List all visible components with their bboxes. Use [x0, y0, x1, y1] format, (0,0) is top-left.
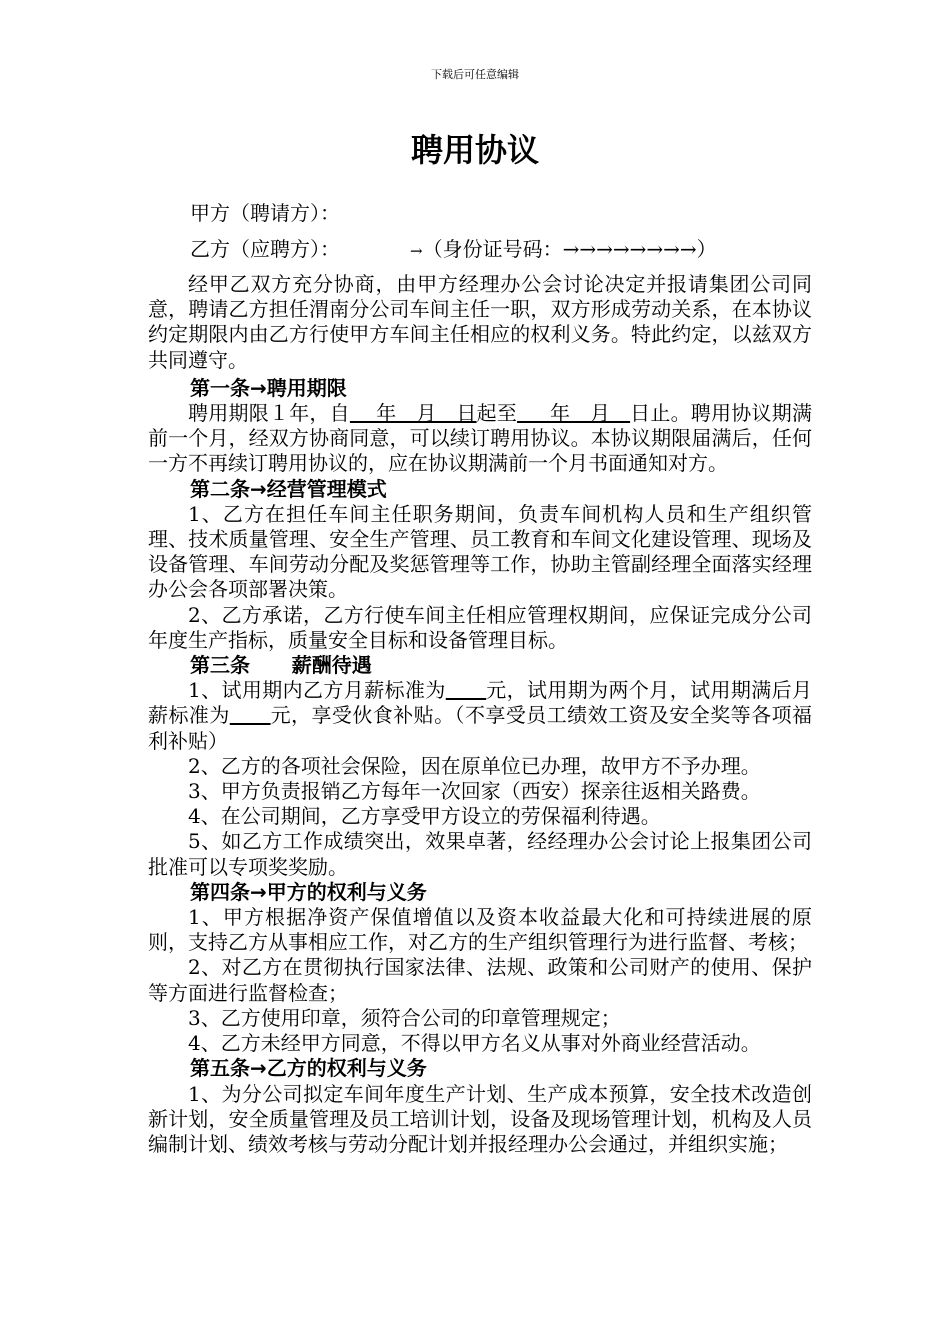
document-body — [148, 272, 812, 1157]
article-2-clause-1: 1、乙方在担任车间主任职务期间，负责车间机构人员和生产组织管理、技术质量管理、安全生产管理、员工教育和车间文化建设管理、现场及设备管理、车间劳动分配及奖惩管理等工作，协助主管副经理全面落实经理办公会各项部署决策。 — [148, 501, 812, 602]
salary-mid: 元，试用期为两个月，试用期满后月薪标准为 — [148, 678, 813, 728]
article-4-clause-1: 1、甲方根据净资产保值增值以及资本收益最大化和可持续进展的原则，支持乙方从事相应工作，对乙方的生产组织管理行为进行监督、考核； — [148, 905, 812, 955]
tab-arrow-icon: → — [410, 242, 423, 260]
party-a-line: 甲方（聘请方）： — [190, 201, 340, 225]
term-prefix: 聘用期限１年，自 — [188, 401, 350, 426]
page-header-note: 下载后可任意编辑 — [431, 68, 519, 81]
salary-prefix: 1、试用期内乙方月薪标准为 — [188, 678, 446, 703]
intro-paragraph: 经甲乙双方充分协商，由甲方经理办公会讨论决定并报请集团公司同意，聘请乙方担任渭南分公司车间主任一职，双方形成劳动关系，在本协议约定期限内由乙方行使甲方车间主任相应的权利义务。特此约定，以兹双方共同遵守。 — [148, 272, 812, 372]
article-1-paragraph — [148, 401, 812, 477]
trial-salary-blank — [446, 678, 486, 702]
party-b-id-field: （身份证号码：→→→→→→→→） — [422, 237, 717, 261]
term-rest: 日止。聘用协议期满前一个月，经双方协商同意，可以续订聘用协议。本协议期限届满后，任何一方不再续订聘用协议的，应在协议期满前一个月书面通知对方。 — [148, 401, 812, 476]
term-mid: 起至 — [476, 401, 518, 426]
article-4-clause-3: 3、乙方使用印章，须符合公司的印章管理规定； — [188, 1005, 621, 1030]
article-4-clause-2: 2、对乙方在贯彻执行国家法律、法规、政策和公司财产的使用、保护等方面进行监督检查； — [148, 955, 812, 1005]
article-1-heading: 第一条→聘用期限 — [190, 375, 347, 400]
article-2-heading: 第二条→经营管理模式 — [190, 476, 387, 501]
article-3-heading: 第三条 薪酬待遇 — [190, 653, 372, 678]
article-3-clause-4: 4、在公司期间，乙方享受甲方设立的劳保福利待遇。 — [188, 804, 661, 829]
salary-rest: 元，享受伙食补贴。（不享受员工绩效工资及安全奖等各项福利补贴） — [148, 703, 813, 753]
article-3-clause-1 — [148, 678, 812, 754]
article-3-clause-3: 3、甲方负责报销乙方每年一次回家（西安）探亲往返相关路费。 — [188, 779, 761, 804]
article-3-clause-2: 2、乙方的各项社会保险，因在原单位已办理，故甲方不予办理。 — [188, 753, 761, 778]
party-b-label: 乙方（应聘方）： — [190, 237, 340, 261]
article-5-heading: 第五条→乙方的权利与义务 — [190, 1056, 427, 1081]
document-title: 聘用协议 — [410, 131, 539, 169]
article-3-clause-5: 5、如乙方工作成绩突出，效果卓著，经经理办公会讨论上报集团公司批准可以专项奖奖励。 — [148, 829, 812, 879]
party-b-line — [190, 236, 717, 264]
article-4-clause-4: 4、乙方未经甲方同意，不得以甲方名义从事对外商业经营活动。 — [188, 1031, 761, 1056]
regular-salary-blank — [230, 703, 271, 727]
article-5-clause-1: 1、为分公司拟定车间年度生产计划、生产成本预算，安全技术改造创新计划，安全质量管理及员工培训计划，设备及现场管理计划，机构及人员编制计划、绩效考核与劳动分配计划并报经理办公会通过，并组织实施； — [148, 1081, 812, 1156]
start-date-blank: 年 月 日 — [349, 401, 477, 426]
article-4-heading: 第四条→甲方的权利与义务 — [190, 879, 427, 904]
end-date-blank: 年 月 — [517, 401, 631, 426]
article-2-clause-2: 2、乙方承诺，乙方行使车间主任相应管理权期间，应保证完成分公司年度生产指标，质量安全目标和设备管理目标。 — [148, 602, 812, 652]
